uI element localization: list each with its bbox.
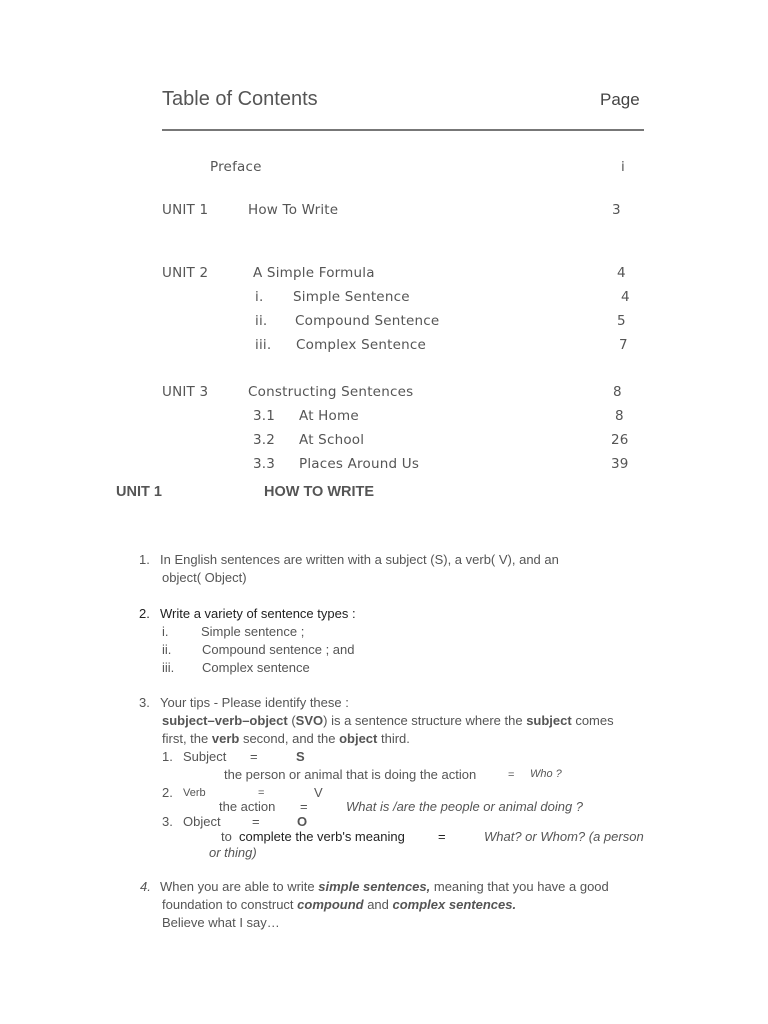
subject-number: 1.	[162, 749, 173, 764]
line2-object: object	[339, 731, 378, 746]
subject-question: Who ?	[530, 768, 562, 780]
svo-comes: comes	[571, 713, 614, 728]
line2-c: third.	[377, 731, 410, 746]
object-question-2: or thing)	[209, 845, 257, 860]
toc-title: Table of Contents	[162, 88, 318, 110]
object-letter: O	[297, 814, 308, 829]
item4-line2	[162, 897, 516, 912]
subject-label: Subject	[183, 749, 227, 764]
section-title: HOW TO WRITE	[264, 484, 375, 500]
section-unit-label: UNIT 1	[116, 484, 162, 500]
toc-unit3-sub1-num: 3.1	[253, 408, 276, 424]
toc-unit2-sub3-num: iii.	[255, 337, 272, 353]
item2-sub2-text: Compound sentence ; and	[202, 642, 355, 657]
item1-line2: object( Object)	[162, 570, 247, 585]
toc-unit2-sub2-title: Compound Sentence	[295, 313, 440, 329]
svo-open: (	[287, 713, 296, 728]
toc-unit3-sub3-title: Places Around Us	[299, 456, 420, 472]
verb-eq: =	[258, 787, 265, 799]
toc-divider	[162, 129, 644, 131]
item2-sub1-num: i.	[162, 624, 169, 639]
toc-unit3-title: Constructing Sentences	[248, 384, 414, 400]
toc-unit3-sub2-num: 3.2	[253, 432, 276, 448]
toc-unit2-sub3-page: 7	[619, 337, 628, 353]
item4-line3: Believe what I say…	[162, 915, 280, 930]
toc-unit3-sub1-page: 8	[615, 408, 624, 424]
object-question-1: What? or Whom? (a person	[484, 829, 644, 844]
item2-sub3-text: Complex sentence	[202, 660, 310, 675]
item2-sub1-text: Simple sentence ;	[201, 624, 305, 639]
item4-b: meaning that you have a good	[430, 879, 609, 894]
item2-number: 2.	[139, 606, 150, 621]
toc-unit2-sub2-num: ii.	[255, 313, 268, 329]
toc-unit3-page: 8	[613, 384, 622, 400]
toc-unit2-label: UNIT 2	[162, 265, 209, 281]
toc-unit3-sub2-title: At School	[299, 432, 365, 448]
item4-compound: compound	[297, 897, 364, 912]
subject-desc: the person or animal that is doing the action	[224, 767, 477, 782]
toc-unit1-title: How To Write	[248, 202, 339, 218]
toc-unit3-sub3-page: 39	[611, 456, 629, 472]
item3-number: 3.	[139, 695, 150, 710]
item2-sub3-num: iii.	[162, 660, 175, 675]
item4-c: foundation to construct	[162, 897, 298, 912]
item2-title: Write a variety of sentence types :	[160, 606, 356, 621]
verb-question: What is /are the people or animal doing ?	[346, 799, 584, 814]
subject-eq2: =	[508, 769, 515, 781]
item3-svo-line	[162, 713, 614, 728]
toc-preface-label: Preface	[210, 159, 262, 175]
item2-sub2-num: ii.	[162, 642, 172, 657]
line2-verb: verb	[211, 731, 240, 746]
svo-subject: subject	[526, 713, 572, 728]
toc-unit2-sub1-page: 4	[621, 289, 630, 305]
verb-eq2: =	[300, 799, 308, 814]
toc-preface-page: i	[621, 159, 625, 175]
toc-unit2-sub3-title: Complex Sentence	[296, 337, 427, 353]
item4-number: 4.	[140, 879, 151, 894]
svo-term: subject–verb–object	[162, 713, 288, 728]
item4-complex: complex sentences.	[392, 897, 517, 912]
toc-unit2-sub2-page: 5	[617, 313, 626, 329]
line2-b: second, and the	[239, 731, 340, 746]
toc-unit2-sub1-num: i.	[255, 289, 264, 305]
item4-line1	[160, 879, 609, 894]
item1-number: 1.	[139, 552, 150, 567]
toc-page-header: Page	[600, 90, 640, 109]
object-desc: complete the verb's meaning	[239, 829, 405, 844]
verb-label: Verb	[183, 787, 206, 799]
object-number: 3.	[162, 814, 173, 829]
item1-line1: In English sentences are written with a subject (S), a verb( V), and an	[160, 552, 559, 567]
object-to: to	[221, 829, 232, 844]
verb-number: 2.	[162, 785, 173, 800]
toc-unit3-sub1-title: At Home	[299, 408, 359, 424]
toc-unit3-sub2-page: 26	[611, 432, 629, 448]
item4-a: When you are able to write	[160, 879, 319, 894]
item3-line2	[162, 731, 410, 746]
toc-unit2-title: A Simple Formula	[253, 265, 375, 281]
subject-eq: =	[250, 749, 258, 764]
verb-desc: the action	[219, 799, 276, 814]
object-label: Object	[183, 814, 221, 829]
toc-unit1-label: UNIT 1	[162, 202, 209, 218]
object-eq: =	[252, 814, 260, 829]
line2-a: first, the	[162, 731, 212, 746]
toc-unit3-label: UNIT 3	[162, 384, 209, 400]
subject-letter: S	[296, 749, 305, 764]
object-eq2: =	[438, 829, 446, 844]
toc-unit1-page: 3	[612, 202, 621, 218]
toc-unit3-sub3-num: 3.3	[253, 456, 276, 472]
svo-rest: ) is a sentence structure where the	[323, 713, 527, 728]
toc-unit2-sub1-title: Simple Sentence	[293, 289, 410, 305]
verb-letter: V	[314, 785, 323, 800]
svo-abbr: SVO	[295, 713, 324, 728]
toc-unit2-page: 4	[617, 265, 626, 281]
item3-title: Your tips - Please identify these :	[160, 695, 349, 710]
item4-simple: simple sentences,	[318, 879, 431, 894]
item4-d: and	[363, 897, 393, 912]
